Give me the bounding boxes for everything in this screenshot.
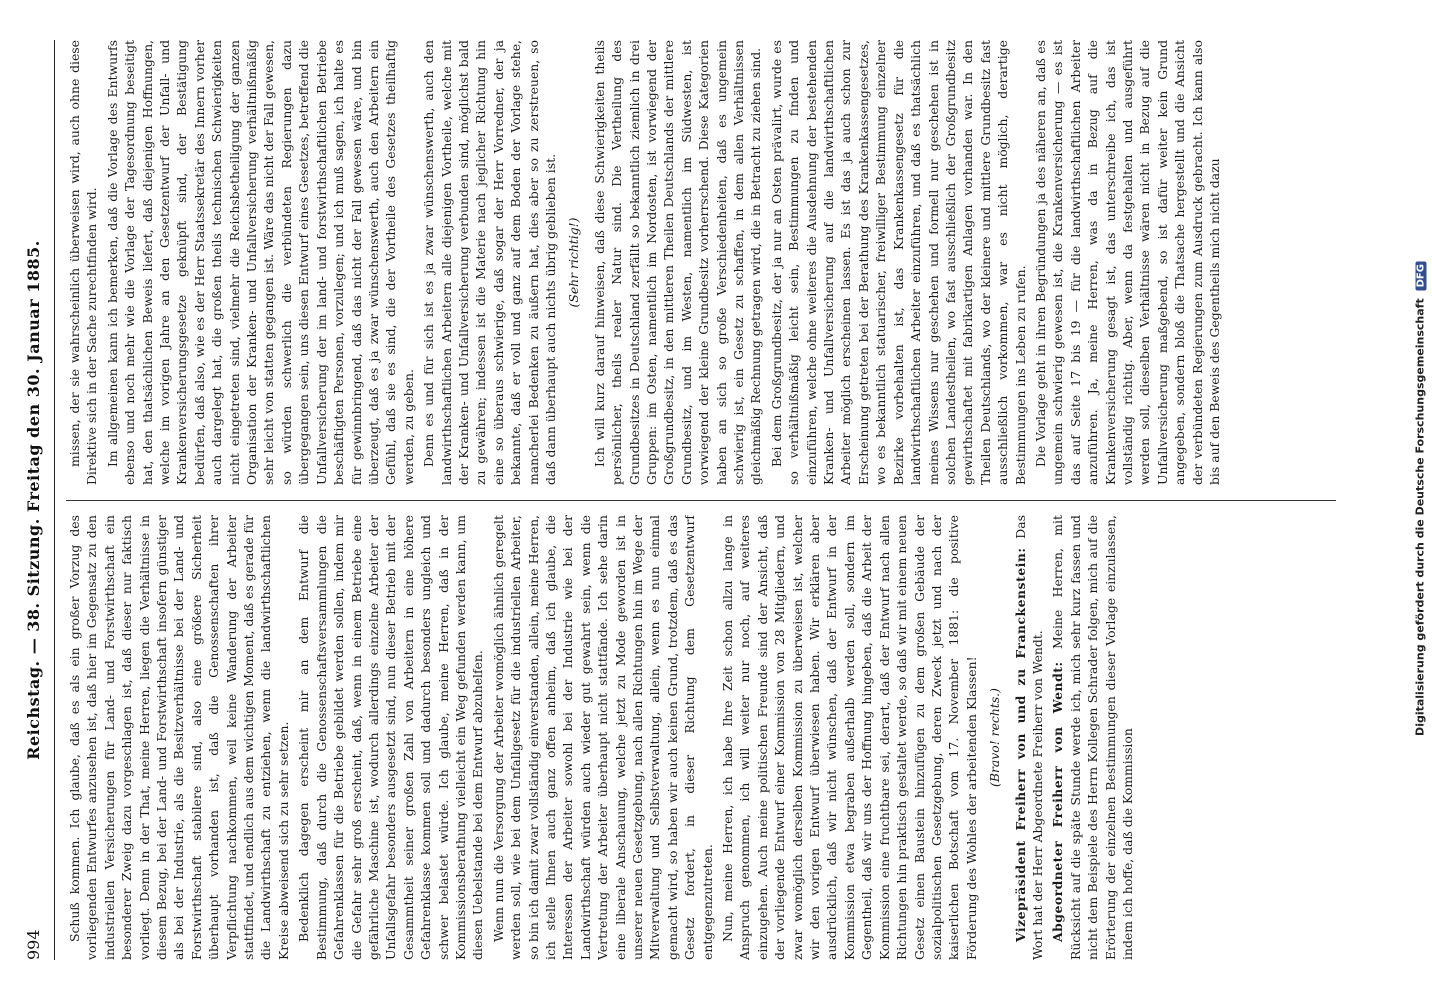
body-paragraph: Die Vorlage geht in ihren Begründungen ja des näheren an, daß es ungemein schwierig gewesen ist, die Krankenversicherung — es ist das auf Seite 17 bis 19 — für die landwirthschaftlichen Arbeiter anzuführen. Ja, meine Herren, was da in Bezug auf die Krankenversicherung gesagt ist, das unterschreibe ich, das ist vollständig richtig. Aber, wenn da festgehalten und ausgeführt werden soll, dieselben Verhältnisse wären nicht in Bezug auf die Unfallversicherung maßgebend, so ist dafür weiter kein Grund angegeben, sondern bloß die Thatsache hergestellt und die Ansicht der verbündeten Regierungen zum Ausdruck gebracht. Ich kann also bis auf den Beweis des Gegentheils mich nicht dazu <box>1032 40 1222 485</box>
digitization-credit <box>1408 0 1432 1000</box>
applause-note: (Bravo! rechts.) <box>987 688 1003 787</box>
speaker-paragraph <box>1049 515 1136 960</box>
speaker-name: Abgeordneter Freiherr von Wendt: <box>1050 661 1066 942</box>
body-paragraph: Schuß kommen. Ich glaube, daß es als ein großer Vorzug des vorliegenden Entwurfes anzusehen ist, daß hier im Gegensatz zu den industriellen Versicherungen für Land- und Forstwirthschaft ein besonderer Zweig dazu vorgeschlagen ist, daß dieser nur faktisch vorliegt. Denn in der That, meine Herren, liegen die Verhältnisse in diesem Bezug, bei der Land- und Forstwirthschaft insofern günstiger als bei der Industrie, als die Besitzverhältnisse bei der Land- und Forstwirthschaft stabilere sind, also eine größere Sicherheit überhaupt vorhanden ist, daß die Genossenschaften ihrer Verpflichtung nachkommen, weil keine Wanderung der Arbeiter stattfindet, und endlich aus dem wichtigen Moment, daß es gerade für die Landwirthschaft zu entziehen, wenn die landwirthschaftlichen Kreise abweisend sich zu sehr setzen. <box>67 515 291 960</box>
page-header <box>22 40 50 960</box>
column-divider <box>66 500 1336 501</box>
body-paragraph: Denn es und für sich ist es ja zwar wünschenswerth, auch den landwirthschaftlichen Arbeitern alle diejenigen Vortheile, welche mit der Kranken- und Unfallversicherung verbunden sind, möglichst bald zu gewähren; indessen ist die Materie nach jeglicher Richtung hin eine so überaus schwierige, daß sogar der Herr Vorredner, der ja bekannte, daß er voll und ganz auf dem Boden der Vorlage stehe, mancherlei Bedenken zu äußern hat, dies aber so zu zerstreuen, so daß dann überhaupt auch nichts übrig geblieben ist. <box>421 40 558 485</box>
page-number: 994 <box>24 929 43 960</box>
applause-note: (Sehr richtig!) <box>566 217 582 308</box>
body-paragraph: Wenn nun die Versorgung der Arbeiter womöglich ähnlich geregelt werden soll, wie bei dem Unfallgesetz für die industriellen Arbeiter, so bin ich damit zwar vollständig einverstanden, allein, meine Herren, ich stelle Ihnen auch ganz offen anheim, daß ich glaube, die Interessen der Arbeiter sowohl bei der Industrie wie bei der Landwirthschaft würden auch wieder gut gewahrt sein, wenn die Vertretung der Arbeiter überhaupt nicht stattfände. Ich sehe darin eine liberale Anschauung, welche jetzt zu Mode geworden ist in unserer neuen Gesetzgebung, nach allen Richtungen hin im Wege der Mitverwaltung und Selbstverwaltung, allein, wenn es nun einmal gemacht wird, so haben wir auch keinen Grund, trotzdem, daß es das Gesetz fordert, in dieser Richtung dem Gesetzentwurf entgegenzutreten. <box>490 515 715 960</box>
left-column <box>66 515 1336 960</box>
body-paragraph: missen, der sie wahrscheinlich überweisen wird, auch ohne diese Direktive sich in der Sache zurechtfinden wird. <box>67 40 100 485</box>
speech-text: Das Wort hat der Herr Abgeordnete Freiherr von Wendt. <box>1012 515 1045 960</box>
running-title: Reichstag. — 38. Sitzung. Freitag den 30. Januar 1885. <box>24 240 43 760</box>
credit-text: Digitalisierung gefördert durch die Deutsche Forschungsgemeinschaft <box>1413 298 1427 736</box>
body-paragraph: Nun, meine Herren, ich habe Ihre Zeit schon allzu lange in Anspruch genommen, ich will weiter nur noch, auf weiteres einzugehen. Auch meine politischen Freunde sind der Ansicht, daß der vorliegende Entwurf einer Kommission von 28 Mitgliedern, und zwar womöglich derselben Kommission zu überweisen ist, welcher wir den vorigen Entwurf überwiesen haben. Wir erklären aber ausdrücklich, daß wir nicht wünschen, daß der Entwurf in der Kommission etwa begraben außerhalb werden soll, sondern im Gegentheil, daß wir uns der Hoffnung hingeben, daß die Arbeit der Kommission eine fruchtbare sei, derart, daß der Entwurf nach allen Richtungen hin praktisch gestaltet werde, so daß wir mit einem neuen Gesetz einen Baustein hinzufügen zu dem großen Gebäude der sozialpolitischen Gesetzgebung, deren Zweck jetzt und nach der kaiserlichen Botschaft vom 17. November 1881: die positive Förderung des Wohles der arbeitenden Klassen! <box>720 515 979 960</box>
body-paragraph: Bei dem Großgrundbesitz, der ja nur an Osten prävalirt, wurde es so verhältnißmäßig leicht sein, Bestimmungen zu finden und einzuführen, welche ohne weiteres die Ausdehnung der bestehenden Kranken- und Unfallversicherung auf die landwirthschaftlichen Arbeiter möglich erscheinen lassen. Es ist das ja auch schon zur Erscheinung getreten bei der Berathung des Krankenkassengesetzes, wo es bekanntlich statuarischer, freiwilliger Bestimmung einzelner Bezirke vorbehalten ist, das Krankenkassengesetz für die landwirthschaftlichen Arbeiter einzuführen, und daß es thatsächlich meines Wissens nur geschehen und formell nur geschehen ist in solchen Landestheilen, wo fast ausschließlich der Großgrundbesitz gewirthschaftet mit fabrikartigen Anlagen vorhanden war. In den Theilen Deutschlands, wo der kleinere und mittlere Grundbesitz fast ausschließlich vorkommen, war es nicht möglich, derartige Bestimmungen ins Leben zu rufen. <box>768 40 1028 485</box>
right-column <box>66 40 1336 485</box>
speech-text: Meine Herren, mit Rücksicht auf die späte Stunde werde ich, mich sehr kurz fassen und nicht dem Beispiele des Herrn Kollegen Schrader folgen, mich auf die Erörterung der einzelnen Bestimmungen dieser Vorlage einzulassen, indem ich hoffe, daß die Kommission <box>1050 515 1135 960</box>
speaker-paragraph <box>1012 515 1047 960</box>
header-rule <box>54 40 55 960</box>
dfg-logo: DFG <box>1416 261 1427 290</box>
body-paragraph: Im allgemeinen kann ich bemerken, daß die Vorlage des Entwurfs ebenso und noch mehr wie die Vorlage der Tagesordnung beseitigt hat, den thatsächlichen Beweis liefert, daß diejenigen Hoffnungen, welche im vorigen Jahre an den Gesetzentwurf der Unfall- und Krankenversicherungsgesetze geknüpft sind, der Bestätigung bedürfen, daß also, wie es der Herr Staatssekretär des Innern vorher auch dargelegt hat, die großen theils technischen Schwierigkeiten nicht eingetreten sind, vielmehr die Reichsbetheiligung der ganzen Organisation der Kranken- und Unfallversicherung verhältnißmäßig sehr leicht von statten gegangen ist. Wäre das nicht der Fall gewesen, so würden schwerlich die verbündeten Regierungen dazu übergegangen sein, uns diesen Entwurf eines Gesetzes, betreffend die Unfallversicherung der im land- und forstwirthschaftlichen Betriebe beschäftigten Personen, vorzulegen; und ich muß sagen, ich halte es für gewinnbringend, daß das nicht der Fall gewesen wäre, und bin überzeugt, daß es ja zwar wünschenswerth, auch den Arbeitern ein Gefühl, daß sie es sind, die der Vortheile des Gesetzes theilhaftig werden, zu geben. <box>104 40 416 485</box>
speaker-name: Vizepräsident Freiherr von und zu Franckenstein: <box>1012 547 1028 942</box>
body-paragraph: Ich will kurz darauf hinweisen, daß diese Schwierigkeiten theils persönlicher, theils realer Natur sind. Die Vertheilung des Grundbesitzes in Deutschland zerfällt so bekanntlich ziemlich in drei Gruppen: im Osten, namentlich im Nordosten, ist vorwiegend der Großgrundbesitz, in den mittleren Theilen Deutschlands der mittlere Grundbesitz, und im Westen, namentlich im Südwesten, ist vorwiegend der kleine Grundbesitz vorherrschend. Diese Kategorien haben an sich so große Verschiedenheiten, daß es ungemein schwierig ist, ein Gesetz zu schaffen, in dem allen Verhältnissen gleichmäßig Rechnung getragen wird, die in Betracht zu ziehen sind. <box>591 40 764 485</box>
body-paragraph: Bedenklich dagegen erscheint mir an dem Entwurf die Bestimmung, daß durch die Genossenschaftsversammlungen die Gefahrenklassen für die Betriebe gebildet werden sollen, indem mir die Gefahr sehr groß erscheint, daß, wenn in einem Betriebe eine gefährliche Maschine ist, wodurch allerdings einzelne Arbeiter der Unfallsgefahr besonders ausgesetzt sind, nun dieser Betrieb mit der Gesammtheit seiner großen Zahl von Arbeitern in eine höhere Gefahrenklasse kommen soll und dadurch besonders ungleich und schwer belastet würde. Ich glaube, meine Herren, daß in der Kommissionsberathung vielleicht ein Weg gefunden werden kann, um diesen Uebelstande bei dem Entwurf abzuhelfen. <box>296 515 486 960</box>
